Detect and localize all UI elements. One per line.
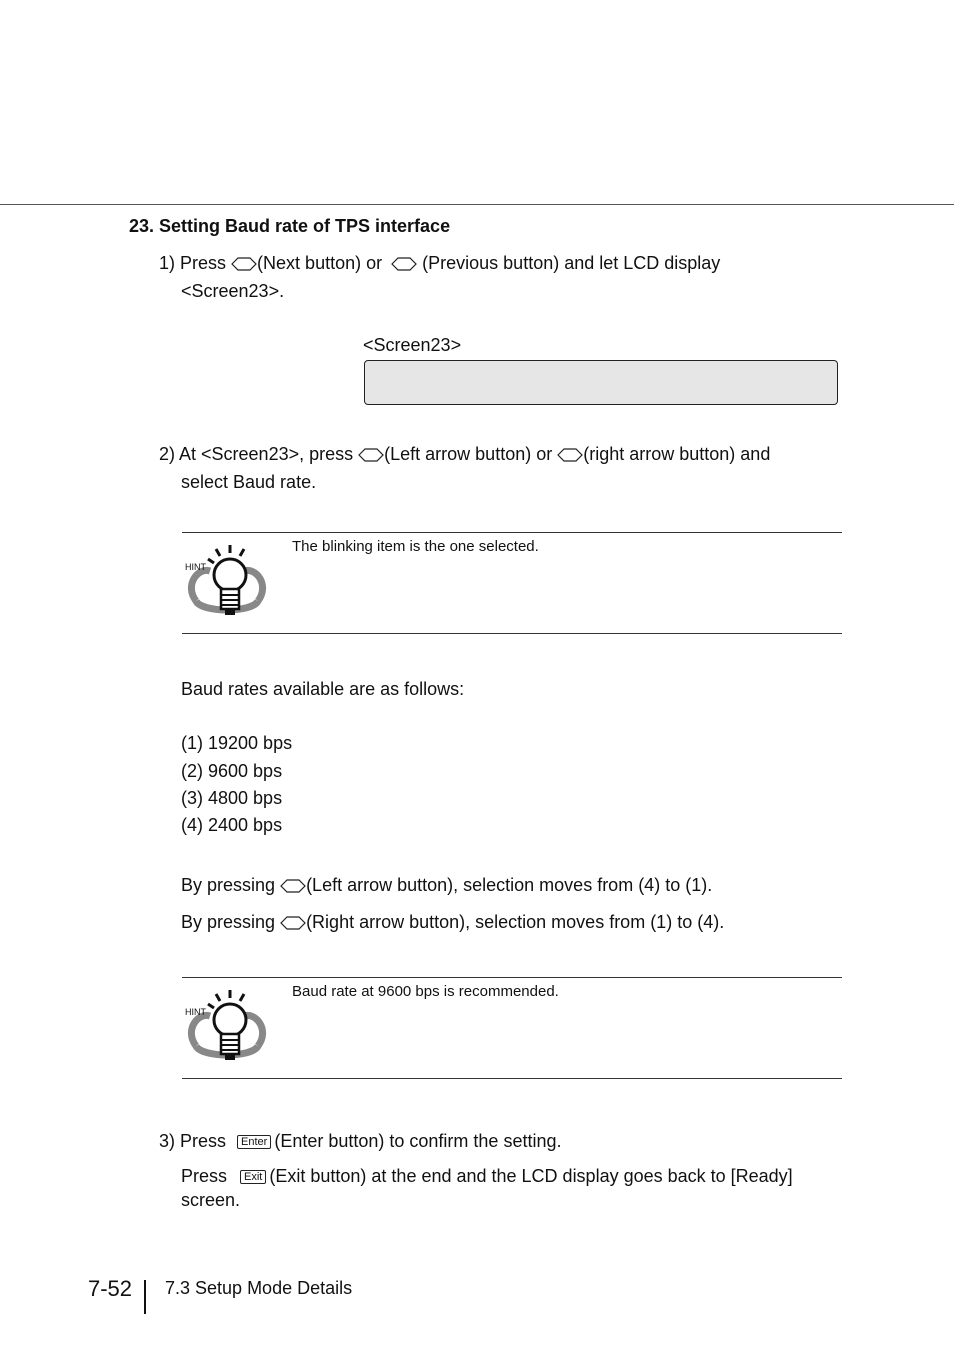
pressing-left-prefix: By pressing	[181, 875, 276, 895]
step3-press: Press	[181, 1166, 228, 1186]
step3-line3: screen.	[181, 1190, 241, 1210]
screen-label: <Screen23>	[363, 335, 462, 355]
right-arrow-button-icon	[557, 447, 583, 463]
hint2-top-rule	[182, 977, 842, 978]
hint2-label: HINT	[185, 1007, 206, 1017]
step3-line1	[159, 1130, 561, 1152]
right-arrow-button-icon	[280, 915, 306, 931]
rate-item: (4) 2400 bps	[181, 815, 283, 835]
pressing-right-text: (Right arrow button), selection moves from (1) to (4).	[306, 912, 725, 932]
step2-number: 2) At <Screen23>, press	[159, 444, 354, 464]
step1-line1	[159, 252, 720, 274]
step3-number: 3) Press	[159, 1131, 227, 1151]
hint1-bottom-rule	[182, 633, 842, 634]
hint2-bottom-rule	[182, 1078, 842, 1079]
left-arrow-label: (Left arrow button) or	[384, 444, 553, 464]
lcd-display	[364, 360, 838, 405]
section-heading: 23. Setting Baud rate of TPS interface	[129, 216, 451, 236]
left-arrow-button-icon	[358, 447, 384, 463]
rate-item: (1) 19200 bps	[181, 733, 293, 753]
next-button-icon	[231, 256, 257, 272]
enter-button-text: (Enter button) to confirm the setting.	[274, 1131, 562, 1151]
exit-button-text: (Exit button) at the end and the LCD display goes back to [Ready]	[269, 1166, 793, 1186]
left-arrow-button-icon	[280, 878, 306, 894]
hint1-icon	[184, 543, 270, 624]
pressing-left-line	[181, 874, 712, 896]
next-button-label: (Next button) or	[257, 253, 383, 273]
rate-item: (2) 9600 bps	[181, 761, 283, 781]
footer-divider	[144, 1280, 146, 1314]
step3-line2	[181, 1165, 793, 1187]
step2-line2: select Baud rate.	[181, 472, 317, 492]
top-rule	[0, 204, 954, 205]
rate-item: (3) 4800 bps	[181, 788, 283, 808]
exit-key-icon: Exit	[240, 1170, 266, 1184]
right-arrow-label: (right arrow button) and	[583, 444, 771, 464]
previous-button-icon	[391, 256, 417, 272]
pressing-right-line	[181, 911, 724, 933]
hint1-top-rule	[182, 532, 842, 533]
pressing-right-prefix: By pressing	[181, 912, 276, 932]
step1-line2: <Screen23>.	[181, 281, 285, 301]
step1-number: 1) Press	[159, 253, 227, 273]
rates-intro: Baud rates available are as follows:	[181, 679, 465, 699]
previous-button-label: (Previous button) and let LCD display	[422, 253, 721, 273]
hint1-label: HINT	[185, 562, 206, 572]
page-number: 7-52	[88, 1276, 133, 1301]
hint1-text: The blinking item is the one selected.	[292, 538, 539, 555]
footer-section-title: 7.3 Setup Mode Details	[165, 1278, 353, 1298]
hint2-text: Baud rate at 9600 bps is recommended.	[292, 983, 559, 1000]
enter-key-icon: Enter	[237, 1135, 271, 1149]
hint2-icon	[184, 988, 270, 1069]
step2-line1	[159, 443, 770, 465]
pressing-left-text: (Left arrow button), selection moves from (4) to (1).	[306, 875, 713, 895]
